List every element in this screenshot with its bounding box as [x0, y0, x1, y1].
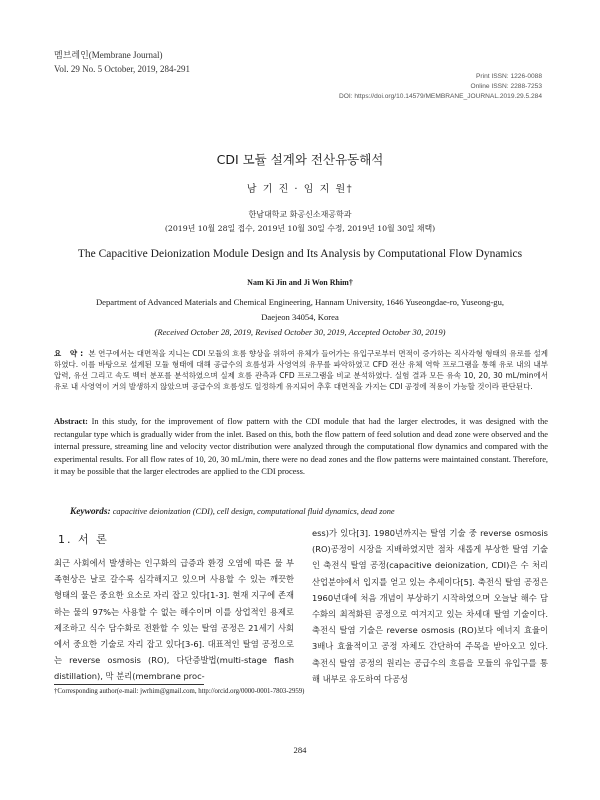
body-column-right: ess)가 있다[3]. 1980년까지는 탈염 기술 중 reverse osmosis (RO)공정이 시장을 지배하였지만 점차 새롭게 부상한 탈염 기술인 축전식 탈염 공정(capacitive deionization, CDI)은 수 처리 산업분야에서 입지를 얻고 있는 추세이다[5]. 축전식 탈염 공정은 1960년대에 처음 개념이 부상하기 시작하였으며 오늘날 해수 담수화의 최적화된 공정으로 여겨지고 있는 차세대 탈염 기술이다. 축전식 탈염 기술은 reverse osmosis (RO)보다 에너지 효율이 3배나 효율적이고 공정 자체도 간단하여 주목을 받아오고 있다. 축전식 탈염 공정의 원리는 공급수의 흐름을 모듈의 유입구를 통해 내부로 유도하여 다공성: [312, 528, 548, 684]
authors-korean: 남 기 진 · 임 지 원†: [246, 184, 354, 195]
abstract-korean-text: 본 연구에서는 대면적을 지니는 CDI 모듈의 흐름 향상을 위하여 유체가 들어가는 유입구로부터 면적이 증가하는 직사각형 형태의 유로를 설계하였다. 이를 바탕으로 설계된 모듈 형태에 대해 공급수의 흐름성과 사영역의 유무를 파악하였고 CFD 전산 유체 역학 프로그램을 통해 유로 내의 내부 압력, 유선 그리고 속도 벡터 분포를 분석하였으며 실제 흐름 관측과 CFD 프로그램을 비교 분석하였다. 실험 결과 모든 유속 10, 20, 30 mL/min에서 유로 내 사영역이 거의 발생하지 않았으며 공급수의 흐름성도 일정하게 유지되어 추후 대면적을 가지는 CDI 공정에 적용이 가능할 것이라 판단된다.: [54, 349, 548, 391]
dates-korean: (2019년 10월 28일 접수, 2019년 10월 30일 수정, 2019년 10월 30일 채택): [164, 224, 436, 233]
print-issn: Print ISSN: 1226-0088: [476, 73, 542, 80]
abstract-english: [54, 416, 548, 479]
section-heading-introduction: 1. 서 론: [58, 533, 109, 546]
online-issn: Online ISSN: 2288-7253: [470, 83, 542, 90]
affiliation-korean: 한남대학교 화공신소재공학과: [248, 210, 352, 219]
abstract-korean-label: 요 약:: [54, 349, 87, 358]
title-english: The Capacitive Deionization Module Design and Its Analysis by Computational Flow Dynamics: [77, 248, 523, 260]
affiliation-line-1: Department of Advanced Materials and Chemical Engineering, Hannam University, 1646 Yuseongdae-ro, Yuseong-gu,: [95, 297, 505, 307]
journal-volume: Vol. 29 No. 5 October, 2019, 284-291: [54, 64, 190, 74]
issn-block: [262, 72, 542, 102]
affiliation-line-2: Daejeon 34054, Korea: [261, 312, 339, 322]
doi-link[interactable]: DOI: https://doi.org/10.14579/MEMBRANE_JOURNAL.2019.29.5.284: [338, 93, 542, 100]
body-column-left: 최근 사회에서 발생하는 인구화의 급증과 환경 오염에 따른 물 부족현상은 날로 갈수록 심각해지고 있으며 사용할 수 있는 깨끗한 형태의 물은 중요한 요소로 자리 잡고 있다[1-3]. 현재 지구에 존재하는 물의 97%는 사용할 수 없는 해수이며 이를 상업적인 용제로 제조하고 식수 담수화로 전환할 수 있는 탈염 공정은 21세기 사회에서 중요한 기술로 자리 잡고 있다[3-6]. 대표적인 탈염 공정으로는 reverse osmosis (RO), 다단증발법(multi-stage flash distillation), 막 분리(membrane proc-: [54, 558, 294, 682]
authors-english: Nam Ki Jin and Ji Won Rhim†: [247, 278, 353, 287]
title-korean: CDI 모듈 설계와 전산유동해석: [216, 152, 384, 167]
keywords-text: capacitive deionization (CDI), cell design, computational fluid dynamics, dead zone: [112, 507, 395, 516]
abstract-english-label: Abstract:: [54, 417, 88, 426]
footnote-divider: [54, 684, 204, 685]
journal-name: 멤브레인(Membrane Journal): [54, 50, 163, 60]
affiliation-english: [60, 295, 540, 325]
page-number: 284: [293, 745, 307, 755]
abstract-english-text: In this study, for the improvement of flow pattern with the CDI module that had the larger electrodes, it was designed with the rectangular type which is gradually wider from the inlet. Based on this, both the flow pattern of feed solution and dead zone were observed and the internal pressure, streaming line and velocity vector distribution were analyzed through the computational flow dynamics and compared with the experimental results. For all flow rates of 10, 20, 30 mL/min, there were no dead zones and the flow patterns were maintained constant. Therefore, it may be possible that the larger electrodes are applied to the CDI process.: [54, 417, 549, 477]
dates-english: (Received October 28, 2019, Revised October 30, 2019, Accepted October 30, 2019): [154, 327, 446, 337]
journal-info: [54, 48, 190, 76]
footnote-corresponding-author: †Corresponding author(e-mail: jwrhim@gmail.com, http://orcid.org/0000-0001-7803-2959): [54, 688, 305, 695]
keywords: [70, 507, 550, 517]
keywords-label: Keywords:: [70, 507, 111, 517]
abstract-korean: [54, 348, 548, 392]
